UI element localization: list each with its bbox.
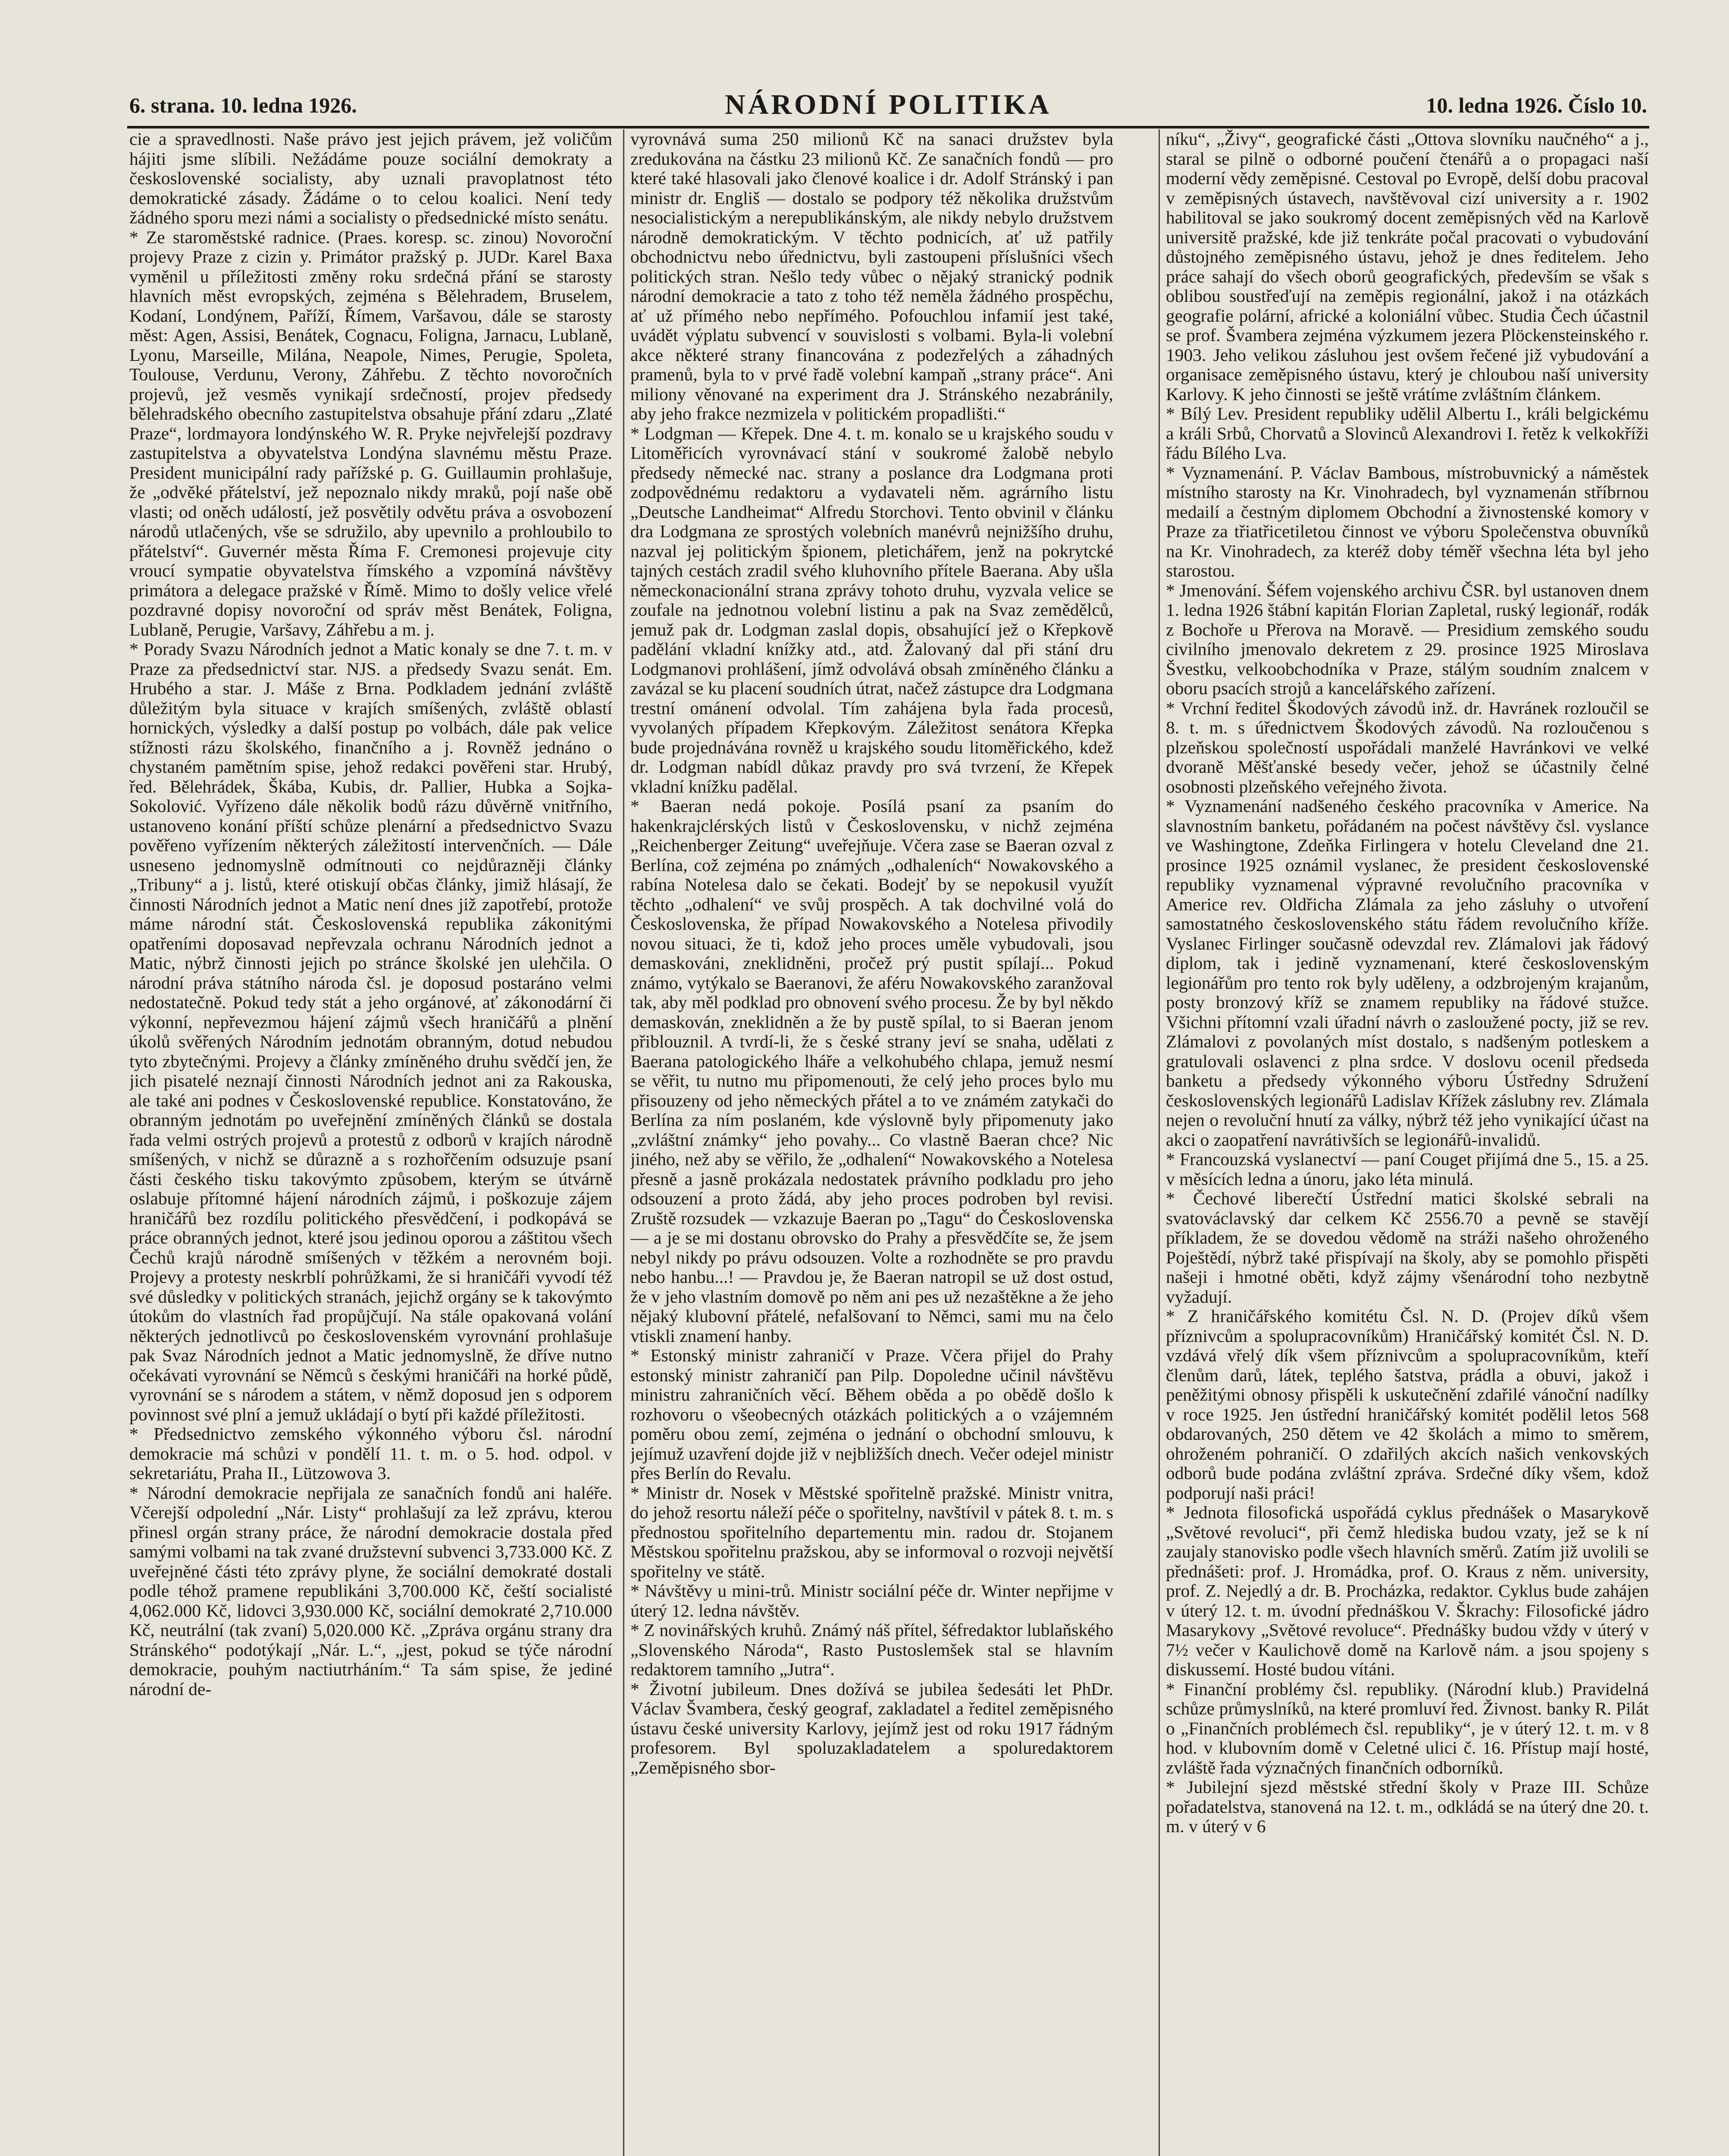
article-paragraph: * Ze staroměstské radnice. (Praes. koresp. sc. zinou) Novoroční projevy Praze z cizin y. Primátor pražský p. JUDr. Karel Baxa vyměnil u příležitosti změny roku srdečná přání se starosty hlavních měst evropských, zejména s Bělehradem, Bruselem, Kodaní, Londýnem, Paříží, Římem, Varšavou, dále se starosty měst: Agen, Assisi, Benátek, Cognacu, Foligna, Jarnacu, Lublaně, Lyonu, Marseille, Milána, Neapole, Nimes, Perugie, Spoleta, Toulouse, Verdunu, Verony, Záhřebu. Z těchto novoročních projevů, jež vesměs vynikají srdečností, projev předsedy bělehradského obecního zastupitelstva obsahuje přání zdaru „Zlaté Praze“, lordmayora londýnského W. R. Pryke nejvřelejší pozdravy zastupitelstva a obyvatelstva Londýna slavnému městu Praze. President municipální rady pařížské p. G. Guillaumin prohlašuje, že „odvěké přátelství, jež nepoznalo nikdy mraků, pojí naše obě vlasti; od oněch událostí, jež posvětily odvětu práva a osvobození národů utlačených, vše se sdružilo, aby upevnilo a prohloubilo to přátelství“. Guvernér města Říma F. Cremonesi projevuje city vroucí sympatie obyvatelstva římského a vzpomíná návštěvy primátora a delegace pražské v Římě. Mimo to došly velice vřelé pozdravné dopisy novoroční od správ měst Benátek, Foligna, Lublaně, Perugie, Varšavy, Záhřebu a m. j. — [129, 227, 612, 639]
article-paragraph: níku“, „Živy“, geografické části „Ottova slovníku naučného“ a j., staral se pilně o odborné poučení čtenářů a o propagaci naší moderní vědy zeměpisné. Cestoval po Evropě, delší dobu pracoval v zeměpisných ústavech, navštěvoval cizí university a r. 1902 habilitoval se jako soukromý docent zeměpisných věd na Karlově universitě pražské, kde již tenkráte počal pracovati o vybudování důstojného zeměpisného ústavu, jehož je dnes ředitelem. Jeho práce sahají do všech oborů geografických, především se však s oblibou soustřeďují na zeměpis regionální, jakož i na otázkách geografie polární, africké a koloniální vůbec. Studia Čech účastnil se prof. Švambera zejména výzkumem jezera Plöckensteinského r. 1903. Jeho velikou zásluhou jest ovšem řečené již vybudování a organisace zeměpisného ústavu, který je chloubou naší university Karlovy. K jeho činnosti se ještě vrátíme zvláštním článkem. — [1166, 129, 1649, 404]
article-paragraph: * Vrchní ředitel Škodových závodů inž. dr. Havránek rozloučil se 8. t. m. s úřednictvem Škodových závodů. Na rozloučenou s plzeňskou společností uspořádali manželé Havránkovi ve velké dvoraně Měšťanské besedy večer, jehož se účastnily čelné osobnosti plzeňského veřejného života. — [1166, 698, 1649, 796]
article-paragraph: * Národní demokracie nepřijala ze sanačních fondů ani haléře. Včerejší odpolední „Nár. Listy“ prohlašují za lež zprávu, kterou přinesl orgán strany práce, že národní demokracie dostala před samými volbami na tak zvané družstevní subvenci 3,733.000 Kč. Z uveřejněné části této zprávy plyne, že sociální demokraté dostali podle téhož pramene republikáni 3,700.000 Kč, čeští socialisté 4,062.000 Kč, lidovci 3,930.000 Kč, sociální demokraté 2,710.000 Kč, neutrální (tak zvaní) 5,020.000 Kč. „Zpráva orgánu strany dra Stránského“ podotýkají „Nár. L.“, „jest, pokud se týče národní demokracie, pouhým nactiutrháním.“ Ta sám spise, že jediné národní de- — [129, 1482, 612, 1699]
column-1 — [129, 129, 612, 2156]
issue-number: 10. ledna 1926. Číslo 10. — [1426, 93, 1647, 117]
column-2 — [630, 129, 1113, 2156]
article-paragraph: * Jednota filosofická uspořádá cyklus přednášek o Masarykově „Světové revoluci“, při čemž hlediska budou vzaty, jež se k ní zaujaly stanovisko podle všech hlavních směrů. Zatím již uvolili se přednášeti: prof. J. Hromádka, prof. O. Kraus z něm. university, prof. Z. Nejedlý a dr. B. Procházka, redaktor. Cyklus bude zahájen v úterý 12. t. m. úvodní přednáškou V. Škrachy: Filosofické jádro Masarykovy „Světové revoluce“. Přednášky budou vždy v úterý v 7½ večer v Kaulichově domě na Karlově nám. a jsou spojeny s diskussemí. Hosté budou vítáni. — [1166, 1502, 1649, 1679]
article-paragraph: * Porady Svazu Národních jednot a Matic konaly se dne 7. t. m. v Praze za předsednictví star. NJS. a předsedy Svazu senát. Em. Hrubého a star. J. Máše z Brna. Podkladem jednání zvláště důležitým byla situace v krajích smíšených, zvláště oblastí hornických, výsledky a další postup po volbách, dále pak velice stížnosti rázu školského, finančního a j. Rovněž jednáno o chystaném pamětním spise, jehož redakci pověřeni star. Hrubý, řed. Bělehrádek, Škába, Kubis, dr. Pallier, Hubka a Sojka-Sokolović. Vyřízeno dále několik bodů rázu důvěrně vnitřního, ustanoveno konání příští schůze plenární a předsednictvo Svazu pověřeno vyřízením některých záležitostí intervenčních. — Dále usneseno jednomyslně odmítnouti co nejdůrazněji články „Tribuny“ a j. listů, které otiskují občas články, jimiž hlásají, že činnosti Národních jednot a Matic není dnes již zapotřebí, protože máme národní stát. Československá republika zákonitými opatřeními doposavad nepřevzala ochranu Národních jednot a Matic, nýbrž činnosti jejich po stránce školské jen ulehčila. O národní práva státního národa čsl. je doposud postaráno velmi nedostatečně. Pokud tedy stát a jeho orgánové, ať zákonodární či výkonní, nepřevezmou hájení zájmů všech hraničářů a plnění úkolů svěřených Národním jednotám obranným, dotud nebudou tyto zbytečnými. Projevy a články zmíněného druhu svědčí jen, že jich pisatelé neznají činnosti Národních jednot ani za Rakouska, ale také ani podnes v Československé republice. Konstatováno, že obranným jednotám po uveřejnění zmíněných článků se dostala řada velmi ostrých projevů a protestů z odborů v krajích národně smíšených, v nichž se důrazně a s rozhořčením odsuzuje psaní části českého tisku takovýmto způsobem, kterým se útvárně oslabuje přítomné hájení národních zájmů, i poškozuje zájem hraničářů bez rozdílu politického přesvědčení, i podkopává se práce obranných jednot, které jsou jedinou oporou a záštitou všech Čechů krajů národně smíšených v těžkém a nerovném boji. Projevy a protesty neskrblí pohrůžkami, že si hraničáři vyvodí též své důsledky v politických stranách, jejichž orgány se k takovýmto útokům do vlastních řad propůjčují. Na stále opakovaná volání některých jednotlivců po československém vyrovnání prohlašuje pak Svaz Národních jednot a Matic jednomyslně, že dříve nutno očekávati vyrovnání se Němců s českými hraničáři na horké půdě, vyrovnání se s národem a státem, v němž doposud jen s odporem povinnost své plní a jemuž ukládají o bytí při každé příležitosti. — [129, 639, 612, 1424]
page-header — [129, 89, 1647, 127]
article-paragraph: * Lodgman — Křepek. Dne 4. t. m. konalo se u krajského soudu v Litoměřicích vyrovnávací stání v soukromé žalobě nebylo předsedy německé nac. strany a poslance dra Lodgmana proti zodpovědnému redaktoru a vydavateli něm. agrárního listu „Deutsche Landheimat“ Alfredu Storchovi. Tento obvinil v článku dra Lodgmana ze sprostých volebních manévrů nejnižšího druhu, nazval jej politickým špionem, pletichářem, jenž na pokrytcké tajných cestách zradil svého kluhovního přítele Baerana. Aby ušla německonacionální strana zprávy tohoto druhu, vyzvala velice se zoufale na jednotnou volební listinu a pak na Svaz zemědělců, jemuž pak dr. Lodgman zaslal dopis, obsahující jež o Křepkově padělání vkladní knížky atd., atd. Žalovaný dal při stání dru Lodgmanovi prohlášení, jímž odvolává obsah zmíněného článku a zavázal se ku placení soudních útrat, načež zástupce dra Lodgmana trestní ománení odvolal. Tím zahájena byla řada procesů, vyvolaných případem Křepkovým. Záležitost senátora Křepka bude projednávána rovněž u krajského soudu litoměřického, kdež dr. Lodgman nabídl důkaz pravdy pro svá tvrzení, že Křepek vkladní knížku padělal. — [630, 423, 1113, 796]
article-paragraph: * Z hraničářského komitétu Čsl. N. D. (Projev díků všem příznivcům a spolupracovníkům) Hraničářský komitét Čsl. N. D. vzdává vřelý dík všem příznivcům a spolupracovníkům, kteří členům darů, látek, teplého šatstva, prádla a obuvi, jakož i peněžitými obnosy přispěli k uskutečnění zdařilé vánoční nadílky v roce 1925. Jen ústřední hraničářský komitét podělil letos 568 obdarovaných, 250 dětem ve 42 školách a mimo to směrem, ohroženém pohraničí. O zdařilých akcích našich venkovských odborů bude podána zvláštní zpráva. Srdečné díky všem, kdož podporují naši práci! — [1166, 1306, 1649, 1503]
article-paragraph: * Vyznamenání. P. Václav Bambous, místrobuvnický a náměstek místního starosty na Kr. Vinohradech, byl vyznamenán stříbrnou medailí a čestným diplomem Obchodní a živnostenské komory v Praze za třiatřicetiletou činnost ve výboru Společenstva obuvníků na Kr. Vinohradech, za kteréž doby téměř všechna léta byl jeho starostou. — [1166, 462, 1649, 580]
article-paragraph: * Návštěvy u mini-trů. Ministr sociální péče dr. Winter nepřijme v úterý 12. ledna návštěv. — [630, 1581, 1113, 1620]
article-paragraph: * Jmenování. Šéfem vojenského archivu ČSR. byl ustanoven dnem 1. ledna 1926 štábní kapitán Florian Zapletal, ruský legionář, rodák z Bochoře u Přerova na Moravě. — Presidium zemského soudu civilního jmenovalo dekretem z 29. prosince 1925 Miroslava Švestku, velkoobchodníka v Praze, stálým soudním znalcem v oboru psacích strojů a kancelářského zařízení. — [1166, 580, 1649, 698]
column-divider — [1159, 129, 1160, 2156]
column-divider — [623, 129, 624, 2156]
article-paragraph: cie a spravedlnosti. Naše právo jest jejich právem, jež voličům hájiti jsme slíbili. Nežádáme pouze sociální demokraty a československé socialisty, aby uznali pravoplatnost této demokratické zásady. Žádáme o to celou koalici. Není tedy žádného sporu mezi námi a socialisty o předsednické místo senátu. — [129, 129, 612, 227]
article-paragraph: * Bílý Lev. President republiky udělil Albertu I., králi belgickému a králi Srbů, Chorvatů a Slovinců Alexandrovi I. řetěz k velkokříži řádu Bílého Lva. — [1166, 404, 1649, 463]
article-paragraph: * Ministr dr. Nosek v Městské spořitelně pražské. Ministr vnitra, do jehož resortu náleží péče o spořitelny, navštívil v pátek 8. t. m. s přednostou spořitelního departementu min. radou dr. Stojanem Městskou spořitelnu pražskou, aby se informoval o rozvoji největší spořitelny ve státě. — [630, 1482, 1113, 1581]
newspaper-title: NÁRODNÍ POLITIKA — [725, 89, 1052, 120]
column-3 — [1166, 129, 1649, 2156]
article-paragraph: * Z novinářských kruhů. Známý náš přítel, šéfredaktor lublaňského „Slovenského Národa“, Rasto Pustoslemšek stal se hlavním redaktorem tamního „Jutra“. — [630, 1620, 1113, 1679]
article-paragraph: * Předsednictvo zemského výkonného výboru čsl. národní demokracie má schůzi v pondělí 11. t. m. o 5. hod. odpol. v sekretariátu, Praha II., Lützowova 3. — [129, 1424, 612, 1483]
article-paragraph: * Francouzská vyslanectví — paní Couget přijímá dne 5., 15. a 25. v měsících ledna a únoru, jako léta minulá. — [1166, 1149, 1649, 1189]
header-rule — [127, 126, 1649, 128]
article-paragraph: vyrovnává suma 250 milionů Kč na sanaci družstev byla zredukována na částku 23 milionů Kč. Ze sanačních fondů — pro které také hlasovali jako členové koalice i dr. Adolf Stránský i pan ministr dr. Engliš — dostalo se podpory též několika družstvům nesocialistickým a nerepublikánským, ale nikdy nebylo družstvem národně demokratickým. V těchto podnicích, ať už patřily obchodnictvu nebo úřednictvu, byli zastoupeni příslušníci všech politických stran. Nešlo tedy vůbec o nějaký stranický podnik národní demokracie a tato z toho též neměla žádného prospěchu, ať už přímého nebo nepřímého. Pofouchlou infamií jest také, uvádět výplatu subvencí v souvislosti s volbami. Byla-li volební akce některé strany financována z podezřelých a záhadných pramenů, byla to v prvé řadě volební kampaň „strany práce“. Ani milionу věnované na experiment dra J. Stránského nezabránily, aby jeho frakce nezmizela v politickém propadlišti.“ — [630, 129, 1113, 423]
article-paragraph: * Estonský ministr zahraničí v Praze. Včera přijel do Prahy estonský ministr zahraničí pan Pilp. Dopoledne učinil návštěvu ministru zahraničních věcí. Během oběda a po obědě došlo k rozhovoru o všeobecných otázkách politických a o vzájemném poměru obou zemí, zejména o jednání o obchodní smlouvu, k jejímuž uzavření dojde již v nejbližších dnech. Večer odejel ministr přes Berlín do Revalu. — [630, 1345, 1113, 1483]
article-paragraph: * Jubilejní sjezd městské střední školy v Praze III. Schůze pořadatelstva, stanovená na 12. t. m., odkládá se na úterý dne 20. t. m. v úterý v 6 — [1166, 1777, 1649, 1836]
article-paragraph: * Baeran nedá pokoje. Posílá psaní za psaním do hakenkrajclérských listů v Československu, v nichž zejména „Reichenberger Zeitung“ uveřejňuje. Včera zase se Baeran ozval z Berlína, což zejména po známých „odhaleních“ Nowakovského a rabína Notelesa dalo se čekati. Bodejť by se nepokusil využít těchto „odhalení“ ve svůj prospěch. A tak dochvilné volá do Československa, že případ Nowakovského a Notelesa přivodily novou situaci, že ti, kdož jeho proces uměle vybudovali, jsou demaskováni, zneklidněni, pročež prý pustit spílají... Pokud známo, vytýkalo se Baeranovi, že aféru Nowakovského zaranžoval tak, aby měl podklad pro obnovení svého procesu. Že by byl někdo demaskován, zneklidněn a že by pustě spílal, to si Baeran jenom přiblouznil. A tvrdí-li, že s české strany jeví se snaha, udělati z Baerana patologického lháře a velkohubého chlapa, jemuž nesmí se věřit, tu nutno mu připomenouti, že celý jeho proces bylo mu přisouzeny od jeho německých přátel a to ve známém zatykači do Berlína za ním poslaném, kde výslovně byly připomenuty jako „zvláštní známky“ jeho povahy... Co vlastně Baeran chce? Nic jiného, než aby se věřilo, že „odhalení“ Nowakovského a Notelesa přesně a jasně prokázala nedostatek právního podkladu pro jeho odsouzení a proto žádá, aby jeho proces podroben byl revisi. Zruště rozsudek — vzkazuje Baeran po „Tagu“ do Československa — a je se mi dostanu obrovsko do Prahy a přesvědčíte se, že jsem nebyl nikdy po právu odsouzen. Volte a rozhodněte se pro pravdu nebo hanbu...! — Pravdou je, že Baeran natropil se už dost ostud, že v jeho vlastním domově po něm ani pes už nezaštěkne a že jeho nějaký klubovní přátelé, nefalšovaní to Němci, sami mu na čelo vtiskli znamení hanby. — [630, 796, 1113, 1346]
article-paragraph: * Životní jubileum. Dnes dožívá se jubilea šedesáti let PhDr. Václav Švambera, český geograf, zakladatel a ředitel zeměpisného ústavu české university Karlovy, jejímž jest od roku 1917 řádným profesorem. Byl spoluzakladatelem a spoluredaktorem „Zeměpisného sbor- — [630, 1679, 1113, 1777]
article-paragraph: * Finanční problémy čsl. republiky. (Národní klub.) Pravidelná schůze průmyslníků, na které promluví řed. Živnost. banky R. Pilát o „Finančních problémech čsl. republiky“, je v úterý 12. t. m. v 8 hod. v klubovním domě v Celetné ulici č. 16. Přístup mají hosté, zvláště řada význačných finančních odborníků. — [1166, 1679, 1649, 1777]
article-paragraph: * Čechové liberečtí Ústřední matici školské sebrali na svatováclavský dar celkem Kč 2556.70 a pevně se stavějí příkladem, že se dovedou vědomě na stráži našeho ohroženého Poještědí, nýbrž také přispívají na školy, aby se pomohlo přispěti našeji i hmotné oběti, když zájmy všenárodní toho nezbytně vyžadují. — [1166, 1188, 1649, 1307]
page-number-date: 6. strana. 10. ledna 1926. — [129, 93, 357, 117]
article-paragraph: * Vyznamenání nadšeného českého pracovníka v Americe. Na slavnostním banketu, pořádaném na počest návštěvy čsl. vyslance ve Washingtone, Zdeňka Firlingera v hotelu Cleveland dne 21. prosince 1925 oznámil vyslanec, že president československé republiky vyznamenal výpravné revolučního pracovníka v Americe rev. Oldřicha Zlámala za jeho zásluhy o utvoření samostatného československého státu řádem revolučního kříže. Vyslanec Firlinger současně odevzdal rev. Zlámalovi jak řádový diplom, tak i jedině vyznamenaní, které československým legionářům pro tento rok byly uděleny, a odzbrojeným krajanům, posty bronzový kříž se znamem republiky na řádové stužce. Všichni přítomní vzali úřadní návrh o zasloužené pocty, již se rev. Zlámalovi z povolaných míst dostalo, s nadšeným potleskem a gratulovali oslavenci z plna srdce. V doslovu ocenil předseda banketu a předsedy výkonného výboru Ústředny Sdružení československých legionářů Ladislav Křížek záslubny rev. Zlámala nejen o revoluční hnutí za války, nýbrž též jeho vynikající účast na akci o zaopatření navrátivších se legionářů-invalidů. — [1166, 796, 1649, 1150]
